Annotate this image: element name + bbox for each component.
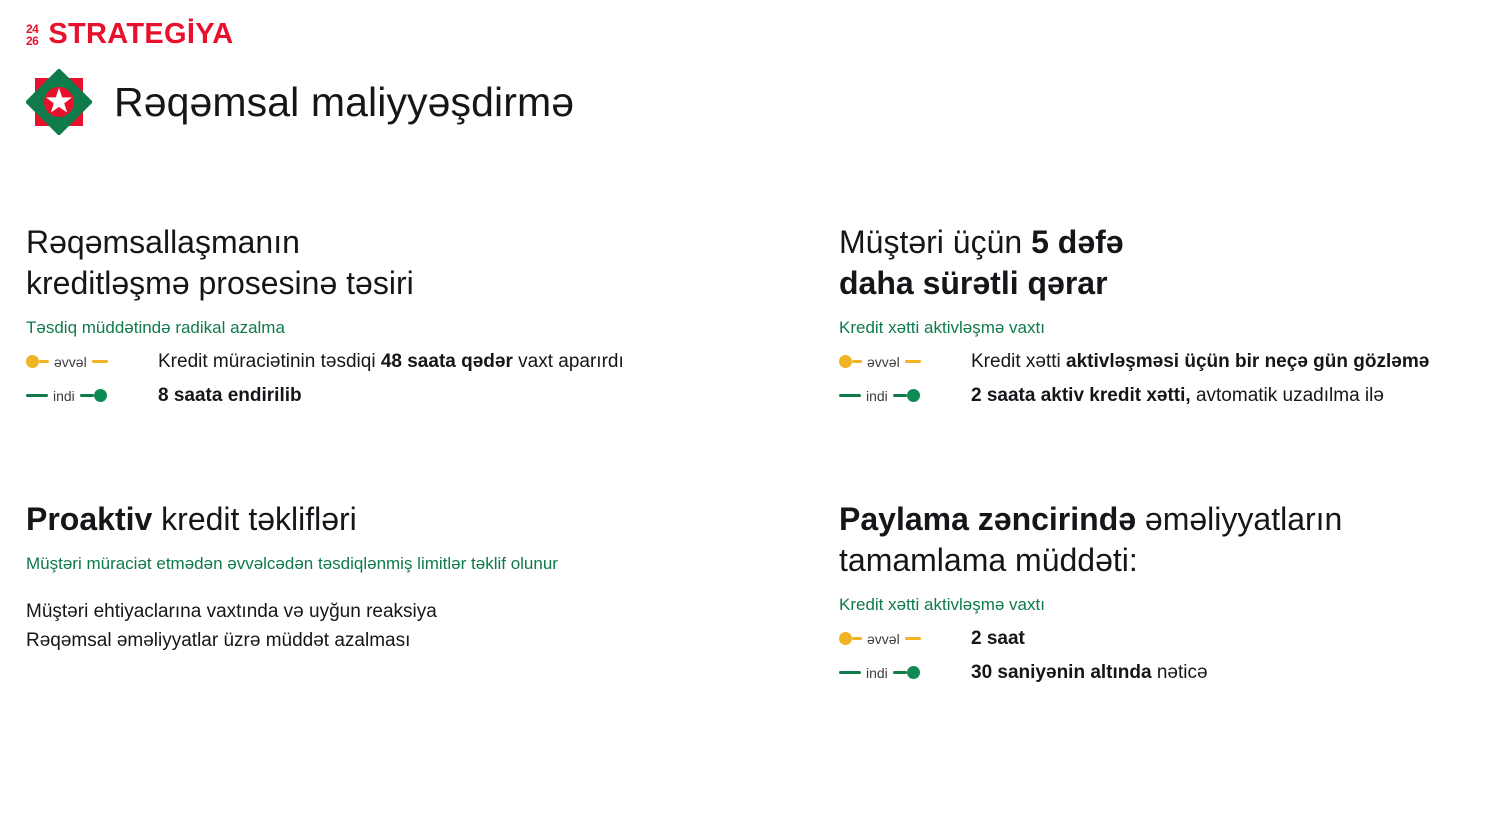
content-row-2 <box>26 499 1496 694</box>
body-line: Rəqəmsal əməliyyatlar üzrə müddət azalması <box>26 630 411 651</box>
content-row-1 <box>26 222 1496 417</box>
legend-caption: əvvəl <box>54 353 87 370</box>
card-digitalization-impact <box>26 222 761 417</box>
card-subtitle: Kredit xətti aktivləşmə vaxtı <box>839 595 1045 614</box>
dash-green-icon-2 <box>80 394 94 397</box>
legend-label-now <box>839 388 955 404</box>
dash-green-icon-2 <box>893 394 907 397</box>
slide-header <box>26 18 1483 135</box>
card-title: Rəqəmsallaşmanın kreditləşmə prosesinə təsiri <box>26 224 414 301</box>
dash-amber-icon <box>852 360 862 363</box>
title-row <box>26 69 1483 135</box>
legend-caption: əvvəl <box>867 353 900 370</box>
legend-row-before <box>839 626 1496 651</box>
dash-amber-icon <box>852 637 862 640</box>
legend-body-before: Kredit müraciətinin təsdiqi 48 saata qədər vaxt aparırdı <box>158 351 624 372</box>
dash-green-icon <box>839 394 861 397</box>
legend-row-now <box>26 383 751 408</box>
page-title: Rəqəmsal maliyyəşdirmə <box>114 78 575 125</box>
legend-body-now: 30 saniyənin altında nəticə <box>971 662 1208 683</box>
card-proactive-offers <box>26 499 761 694</box>
card-faster-decision <box>761 222 1496 417</box>
dash-amber-icon <box>39 360 49 363</box>
brand-row <box>26 18 1483 51</box>
card-title: Paylama zəncirində əməliyyatların tamamlama müddəti: <box>839 501 1343 578</box>
legend-row-before <box>839 349 1496 374</box>
legend-label-before <box>26 354 142 370</box>
dot-green-icon <box>907 666 920 679</box>
legend-body-before: 2 saat <box>971 628 1025 649</box>
card-subtitle: Kredit xətti aktivləşmə vaxtı <box>839 318 1045 337</box>
legend-label-before <box>839 631 955 647</box>
dot-green-icon <box>907 389 920 402</box>
legend-label-now <box>839 665 955 681</box>
legend-caption: indi <box>53 387 75 404</box>
card-title: Müştəri üçün 5 dəfə daha sürətli qərar <box>839 224 1124 301</box>
legend-label-before <box>839 354 955 370</box>
strategy-year-bottom: 26 <box>26 33 39 48</box>
dot-amber-icon <box>839 355 852 368</box>
legend-body-now: 8 saata endirilib <box>158 385 302 406</box>
legend-caption: əvvəl <box>867 630 900 647</box>
dash-amber-icon-2 <box>92 360 108 363</box>
legend-body-before: Kredit xətti aktivləşməsi üçün bir neçə gün gözləmə <box>971 351 1430 372</box>
legend-body-now: 2 saata aktiv kredit xətti, avtomatik uzadılma ilə <box>971 385 1384 406</box>
dash-amber-icon-2 <box>905 637 921 640</box>
dash-green-icon <box>839 671 861 674</box>
card-supply-chain <box>761 499 1496 694</box>
legend-label-now <box>26 388 142 404</box>
eight-point-star-logo-icon <box>26 69 92 135</box>
legend-row-before <box>26 349 751 374</box>
dash-green-icon <box>26 394 48 397</box>
content-grid <box>26 222 1496 694</box>
strategy-years <box>26 23 38 47</box>
card-title: Proaktiv kredit təklifləri <box>26 501 357 537</box>
legend-row-now <box>839 660 1496 685</box>
legend-caption: indi <box>866 664 888 681</box>
dash-amber-icon-2 <box>905 360 921 363</box>
strategy-year-top: 24 <box>26 21 39 36</box>
body-line: Müştəri ehtiyaclarına vaxtında və uyğun reaksiya <box>26 601 437 622</box>
legend-row-now <box>839 383 1496 408</box>
dot-amber-icon <box>839 632 852 645</box>
card-body <box>26 597 751 655</box>
dash-green-icon-2 <box>893 671 907 674</box>
card-subtitle: Təsdiq müddətində radikal azalma <box>26 318 285 337</box>
card-subtitle: Müştəri müraciət etmədən əvvəlcədən təsdiqlənmiş limitlər təklif olunur <box>26 554 558 573</box>
legend-caption: indi <box>866 387 888 404</box>
dot-amber-icon <box>26 355 39 368</box>
strategy-label: STRATEGİYA <box>48 18 234 50</box>
dot-green-icon <box>94 389 107 402</box>
